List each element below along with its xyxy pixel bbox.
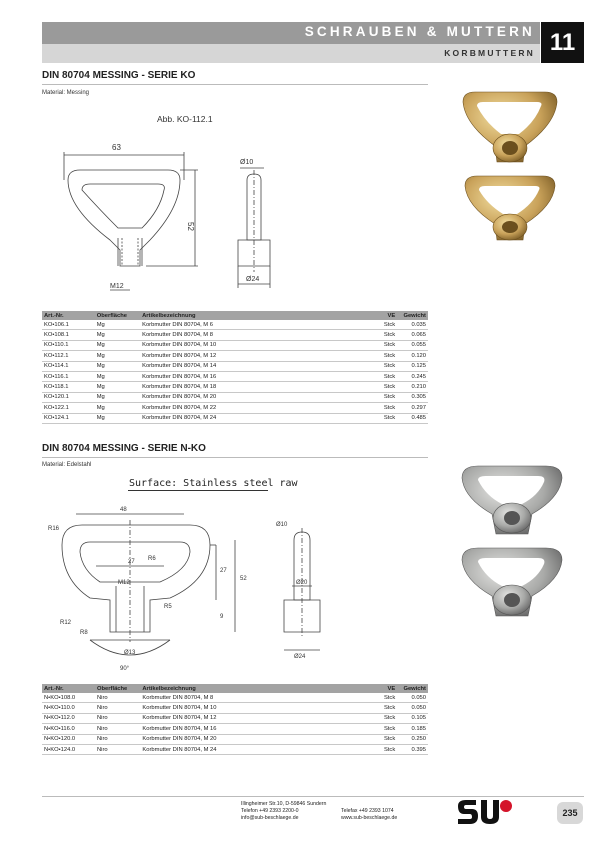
cell: 0.297 xyxy=(397,403,428,413)
cell: N•KO•110.0 xyxy=(42,703,95,713)
cell: Mg xyxy=(95,403,140,413)
table-row xyxy=(42,693,428,703)
cell: Korbmutter DIN 80704, M 14 xyxy=(140,361,366,371)
col-gewicht: Gewicht xyxy=(397,684,428,693)
section2-divider xyxy=(42,457,428,458)
cell: 0.185 xyxy=(397,724,428,734)
cell: Korbmutter DIN 80704, M 10 xyxy=(140,340,366,350)
cell: Korbmutter DIN 80704, M 8 xyxy=(140,330,366,340)
cell: KO•108.1 xyxy=(42,330,95,340)
col-ve: VE xyxy=(366,311,397,320)
dim-height: 52 xyxy=(186,222,195,231)
cell: Stck xyxy=(366,392,397,402)
table-ko xyxy=(42,311,428,424)
cell: KO•120.1 xyxy=(42,392,95,402)
cell: Mg xyxy=(95,361,140,371)
cell: Korbmutter DIN 80704, M 8 xyxy=(140,693,366,703)
surface-note: Surface: Stainless steel raw xyxy=(129,478,298,489)
table-header-row xyxy=(42,684,428,693)
cell: Stck xyxy=(366,371,397,381)
cell: Stck xyxy=(366,413,397,423)
cell: Korbmutter DIN 80704, M 12 xyxy=(140,713,366,723)
table-row xyxy=(42,330,428,340)
cell: 0.305 xyxy=(397,392,428,402)
cell: Korbmutter DIN 80704, M 18 xyxy=(140,382,366,392)
cell: KO•112.1 xyxy=(42,351,95,361)
photo-steel-nut-1 xyxy=(456,460,568,542)
col-art-nr: Art.-Nr. xyxy=(42,684,95,693)
dim2-dia-mid: Ø20 xyxy=(296,580,308,586)
section1-title: DIN 80704 MESSING - SERIE KO xyxy=(42,70,196,81)
cell: 0.055 xyxy=(397,340,428,350)
table-row xyxy=(42,703,428,713)
cell: Stck xyxy=(366,330,397,340)
page-number: 235 xyxy=(557,802,583,824)
cell: Mg xyxy=(95,330,140,340)
table-row xyxy=(42,734,428,744)
table-header-row xyxy=(42,311,428,320)
footer-address: Illingheimer Str.10, D-59846 Sundern xyxy=(241,801,327,807)
cell: Niro xyxy=(95,744,140,754)
cell: 0.120 xyxy=(397,351,428,361)
cell: Korbmutter DIN 80704, M 16 xyxy=(140,724,366,734)
cell: Niro xyxy=(95,703,140,713)
dim2-height: 52 xyxy=(240,576,247,582)
cell: KO•114.1 xyxy=(42,361,95,371)
cell: Stck xyxy=(366,734,397,744)
cell: Korbmutter DIN 80704, M 24 xyxy=(140,413,366,423)
dim2-dia-top: Ø10 xyxy=(276,522,288,528)
cell: Stck xyxy=(366,724,397,734)
cell: Niro xyxy=(95,734,140,744)
photo-steel-nut-2 xyxy=(456,542,568,624)
cell: N•KO•108.0 xyxy=(42,693,95,703)
col-bezeichnung: Artikelbezeichnung xyxy=(140,311,366,320)
table-row xyxy=(42,351,428,361)
table-row xyxy=(42,392,428,402)
cell: 0.050 xyxy=(397,693,428,703)
dim2-thread: M12 xyxy=(118,580,130,586)
cell: 0.395 xyxy=(397,744,428,754)
cell: N•KO•112.0 xyxy=(42,713,95,723)
chapter-number: 11 xyxy=(541,22,584,63)
cell: Korbmutter DIN 80704, M 20 xyxy=(140,734,366,744)
cell: Niro xyxy=(95,713,140,723)
cell: KO•116.1 xyxy=(42,371,95,381)
dim-thread: M12 xyxy=(110,283,124,290)
cell: 0.250 xyxy=(397,734,428,744)
dim-dia-top: Ø10 xyxy=(240,159,254,166)
cell: 0.125 xyxy=(397,361,428,371)
col-gewicht: Gewicht xyxy=(397,311,428,320)
drawing-ko-technical xyxy=(50,140,310,300)
cell: Mg xyxy=(95,392,140,402)
cell: Stck xyxy=(366,703,397,713)
figure-caption: Abb. KO-112.1 xyxy=(157,114,213,124)
footer-email[interactable]: info@sub-beschlaege.de xyxy=(241,815,299,821)
table-row xyxy=(42,320,428,330)
dim2-h9: 9 xyxy=(220,614,224,620)
cell: Korbmutter DIN 80704, M 16 xyxy=(140,371,366,381)
dim2-r12: R12 xyxy=(60,620,72,626)
cell: N•KO•116.0 xyxy=(42,724,95,734)
table-row xyxy=(42,724,428,734)
cell: 0.105 xyxy=(397,713,428,723)
table-row xyxy=(42,371,428,381)
section2-material: Material: Edelstahl xyxy=(42,462,92,468)
cell: Mg xyxy=(95,382,140,392)
cell: Stck xyxy=(366,693,397,703)
table-row xyxy=(42,713,428,723)
cell: Stck xyxy=(366,382,397,392)
cell: Stck xyxy=(366,340,397,350)
cell: Mg xyxy=(95,413,140,423)
header-subtitle: KORBMUTTERN xyxy=(444,48,535,58)
surface-underline xyxy=(128,490,268,491)
footer-fax: Telefax +49 2393 1074 xyxy=(341,808,394,814)
col-art-nr: Art.-Nr. xyxy=(42,311,95,320)
table-row xyxy=(42,340,428,350)
footer-phone: Telefon +49 2393 2200-0 xyxy=(241,808,299,814)
col-oberflaeche: Oberfläche xyxy=(95,311,140,320)
section1-divider xyxy=(42,84,428,85)
cell: Korbmutter DIN 80704, M 24 xyxy=(140,744,366,754)
cell: 0.065 xyxy=(397,330,428,340)
cell: Stck xyxy=(366,403,397,413)
cell: KO•118.1 xyxy=(42,382,95,392)
cell: N•KO•124.0 xyxy=(42,744,95,754)
cell: Korbmutter DIN 80704, M 10 xyxy=(140,703,366,713)
col-ve: VE xyxy=(366,684,397,693)
cell: 0.245 xyxy=(397,371,428,381)
table-row xyxy=(42,403,428,413)
photo-brass-nut-1 xyxy=(455,88,565,170)
dim2-r8: R8 xyxy=(80,630,88,636)
cell: Mg xyxy=(95,320,140,330)
dim2-inner-h: 27 xyxy=(220,568,227,574)
cell: Korbmutter DIN 80704, M 20 xyxy=(140,392,366,402)
header-title: SCHRAUBEN & MUTTERN xyxy=(304,24,535,39)
drawing-nko-technical xyxy=(40,500,340,675)
cell: Mg xyxy=(95,340,140,350)
cell: Stck xyxy=(366,744,397,754)
cell: 0.485 xyxy=(397,413,428,423)
cell: KO•106.1 xyxy=(42,320,95,330)
cell: Stck xyxy=(366,361,397,371)
cell: 0.210 xyxy=(397,382,428,392)
cell: Korbmutter DIN 80704, M 22 xyxy=(140,403,366,413)
dim2-dia-base: Ø24 xyxy=(294,654,306,660)
table-row xyxy=(42,361,428,371)
col-oberflaeche: Oberfläche xyxy=(95,684,140,693)
cell: Korbmutter DIN 80704, M 12 xyxy=(140,351,366,361)
dim-width: 63 xyxy=(112,143,121,152)
dim2-width: 48 xyxy=(120,507,127,513)
dim2-d13: Ø13 xyxy=(124,650,136,656)
footer-web[interactable]: www.sub-beschlaege.de xyxy=(341,815,398,821)
cell: Korbmutter DIN 80704, M 6 xyxy=(140,320,366,330)
cell: KO•110.1 xyxy=(42,340,95,350)
section2-title: DIN 80704 MESSING - SERIE N-KO xyxy=(42,443,206,454)
table-row xyxy=(42,382,428,392)
cell: N•KO•120.0 xyxy=(42,734,95,744)
cell: Stck xyxy=(366,320,397,330)
dim2-r5: R5 xyxy=(164,604,172,610)
cell: Niro xyxy=(95,693,140,703)
cell: Mg xyxy=(95,371,140,381)
cell: Niro xyxy=(95,724,140,734)
cell: KO•122.1 xyxy=(42,403,95,413)
cell: Stck xyxy=(366,713,397,723)
table-row xyxy=(42,744,428,754)
table-nko xyxy=(42,684,428,755)
dim2-r16: R16 xyxy=(48,526,60,532)
dim-dia-base: Ø24 xyxy=(246,276,260,283)
dim2-inner: 27 xyxy=(128,559,135,565)
table-row xyxy=(42,413,428,423)
cell: KO•124.1 xyxy=(42,413,95,423)
photo-brass-nut-2 xyxy=(455,172,565,248)
col-bezeichnung: Artikelbezeichnung xyxy=(140,684,366,693)
dim2-r6: R6 xyxy=(148,556,156,562)
cell: Stck xyxy=(366,351,397,361)
sub-logo-icon xyxy=(456,798,516,826)
cell: 0.035 xyxy=(397,320,428,330)
dim2-angle: 90° xyxy=(120,666,130,672)
cell: 0.050 xyxy=(397,703,428,713)
footer-divider xyxy=(42,796,584,797)
cell: Mg xyxy=(95,351,140,361)
section1-material: Material: Messing xyxy=(42,90,90,96)
